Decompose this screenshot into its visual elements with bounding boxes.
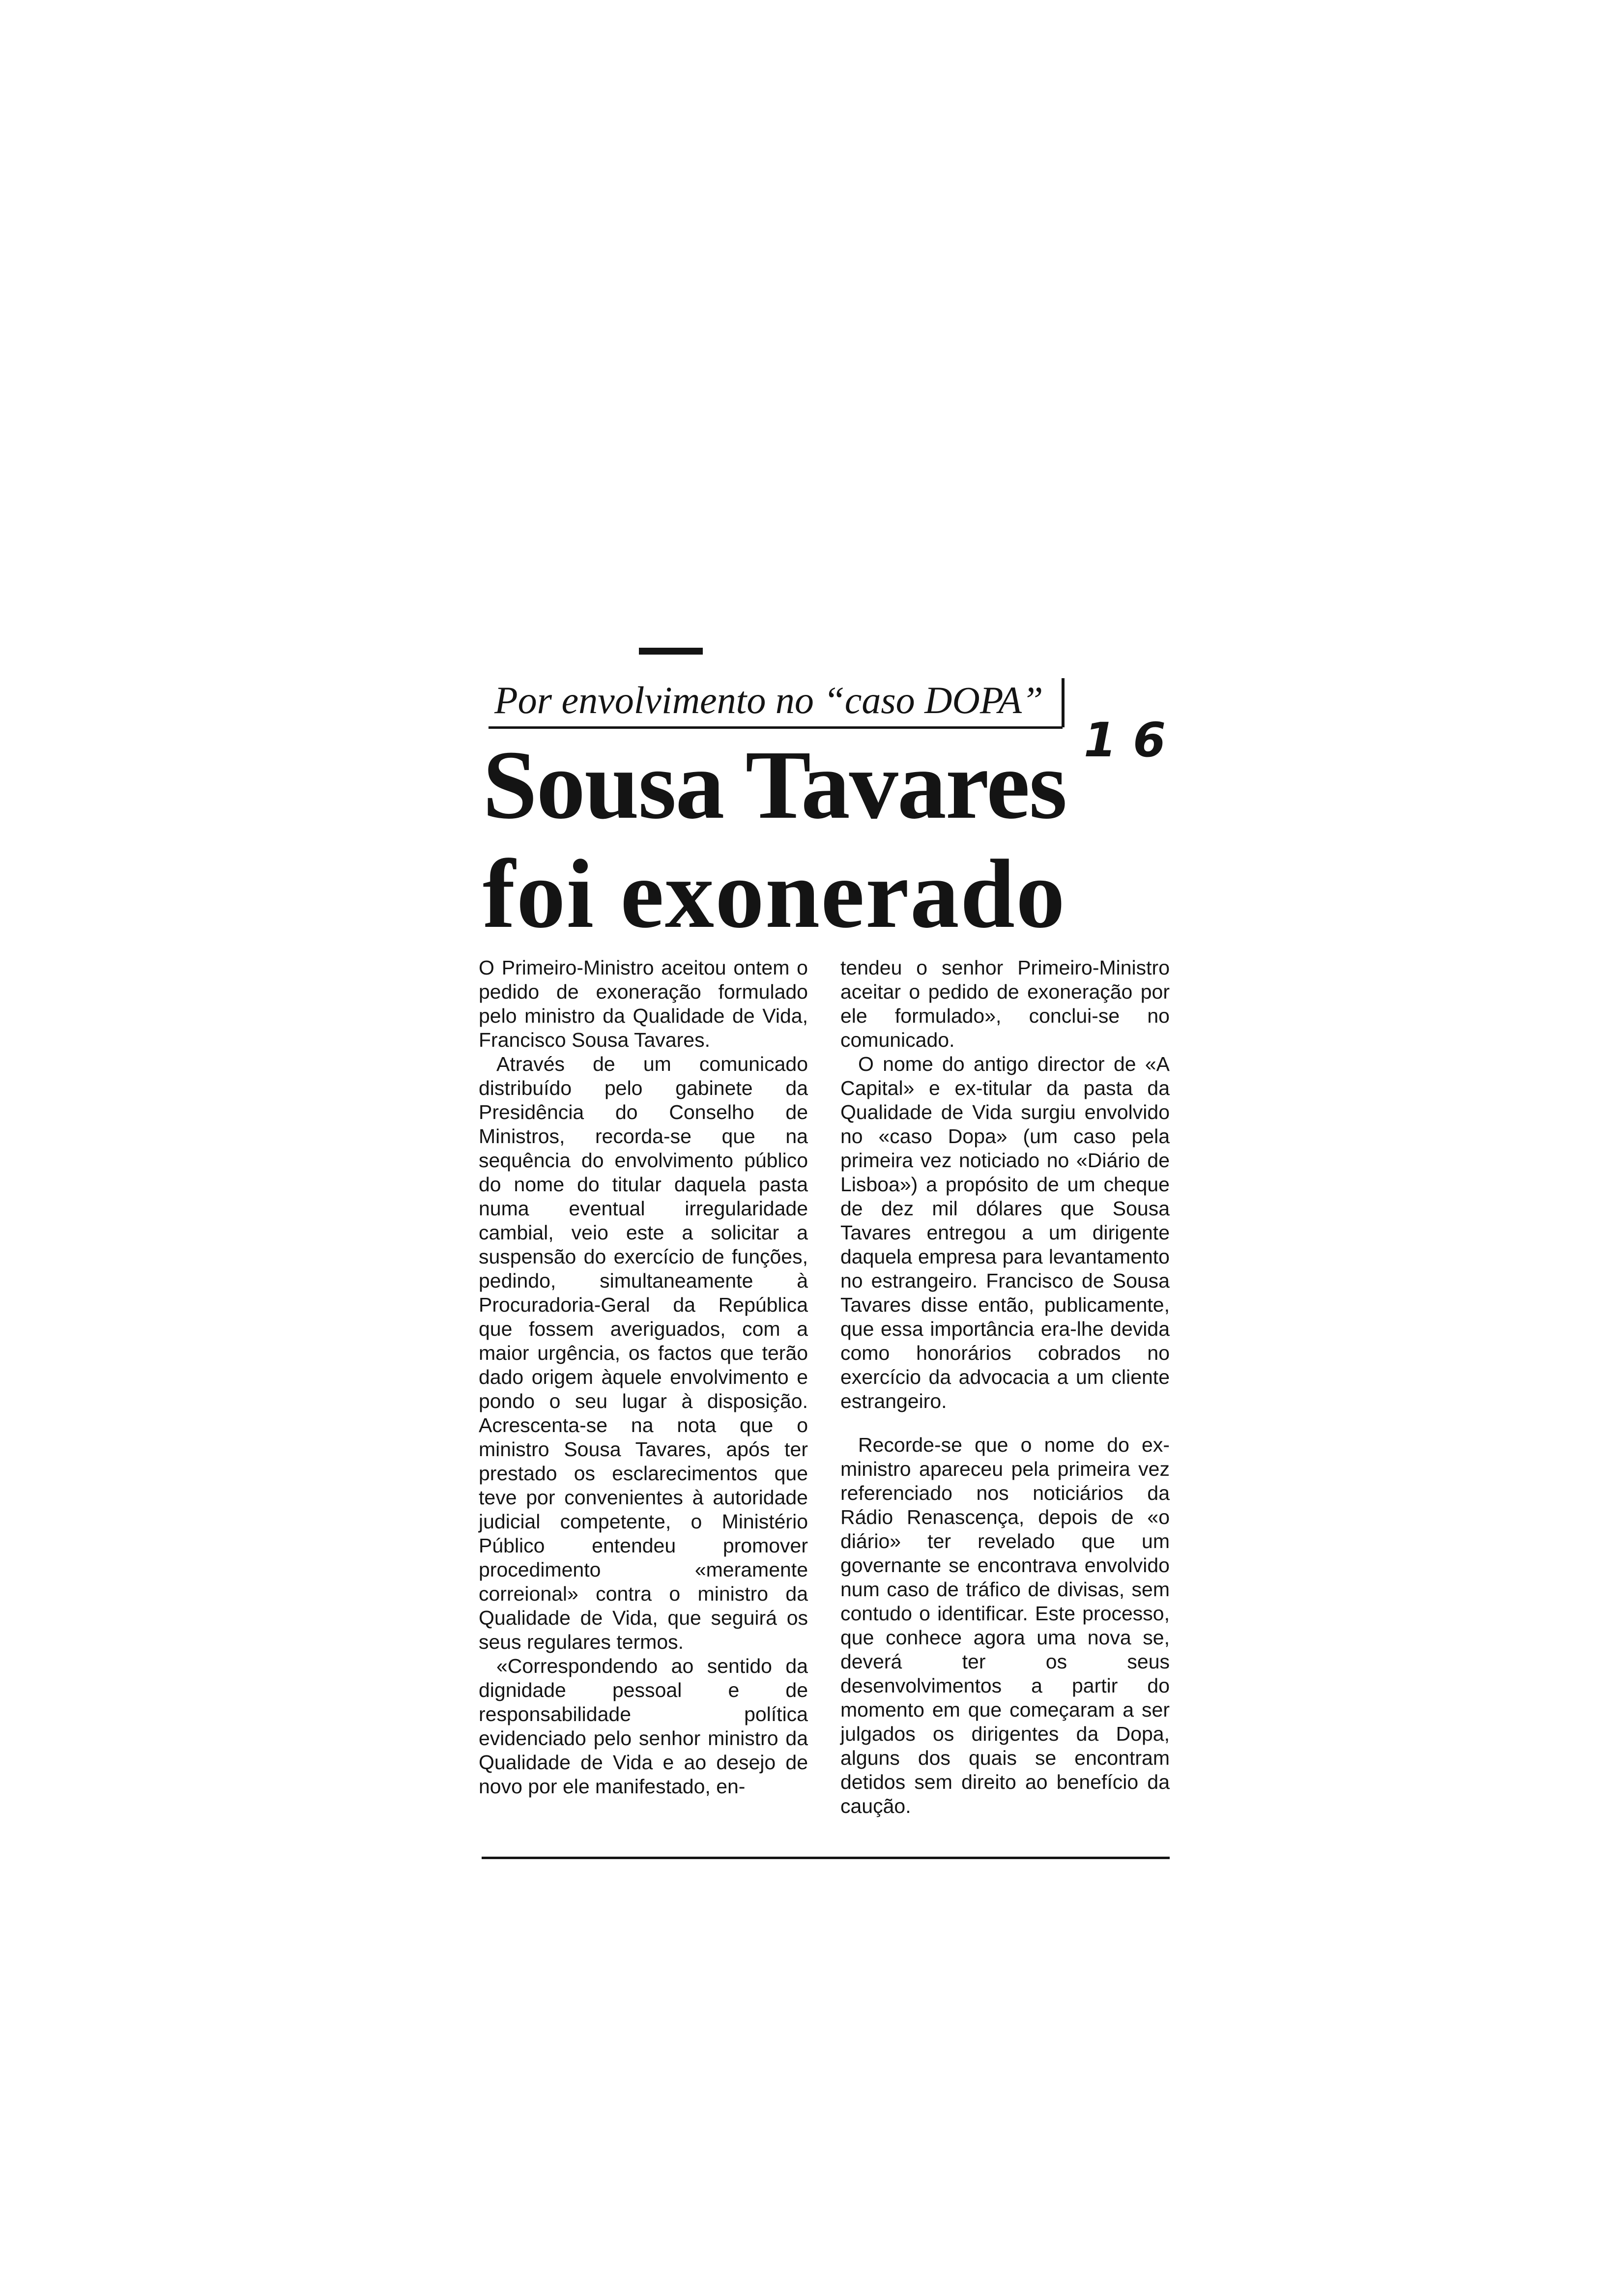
headline-line-1: Sousa Tavares — [483, 731, 1066, 839]
headline-line-2: foi exonerado — [483, 840, 1066, 948]
bottom-rule — [482, 1857, 1170, 1859]
article-column-right — [840, 956, 1170, 1818]
handwritten-annotation: 1 6 — [1084, 713, 1166, 768]
kicker-rule — [489, 726, 1063, 729]
paragraph: «Correspondendo ao sentido da dignidade pessoal e de responsabilidade política evidenciado pelo senhor ministro da Qualidade de Vida e ao desejo de novo por ele manifestado, en- — [479, 1655, 808, 1798]
article-column-left — [479, 956, 808, 1799]
paragraph: tendeu o senhor Primeiro-Ministro aceitar o pedido de exoneração por ele formulado», conclui-se no comunicado. — [840, 956, 1170, 1051]
paragraph: Através de um comunicado distribuído pelo gabinete da Presidência do Conselho de Ministros, recorda-se que na sequência do envolvimento público do nome do titular daquela pasta numa eventual irregularidade cambial, veio este a solicitar a suspensão do exercício de funções, pedindo, simultaneamente à Procuradoria-Geral da República que fossem averiguados, com a maior urgência, os factos que terão dado origem àquele envolvimento e pondo o seu lugar à disposição. Acrescenta-se na nota que o ministro Sousa Tavares, após ter prestado os esclarecimentos que teve por convenientes à autoridade judicial competente, o Ministério Público entendeu promover procedimento «meramente correional» contra o ministro da Qualidade de Vida, que seguirá os seus regulares termos. — [479, 1053, 808, 1653]
paragraph: O Primeiro-Ministro aceitou ontem o pedido de exoneração formulado pelo ministro da Qualidade de Vida, Francisco Sousa Tavares. — [479, 956, 808, 1051]
newspaper-clipping — [472, 639, 1180, 1867]
top-rule — [639, 648, 703, 655]
kicker: Por envolvimento no “caso DOPA” — [494, 679, 1043, 721]
paragraph: Recorde-se que o nome do ex-ministro apareceu pela primeira vez referenciado nos noticiários da Rádio Renascença, depois de «o diário» ter revelado que um governante se encontrava envolvido num caso de tráfico de divisas, sem contudo o identificar. Este processo, que conhece agora uma nova se, deverá ter os seus desenvolvimentos a partir do momento em que começaram a ser julgados os dirigentes da Dopa, alguns dos quais se encontram detidos sem direito ao benefício da caução. — [840, 1434, 1170, 1817]
paragraph: O nome do antigo director de «A Capital» e ex-titular da pasta da Qualidade de Vida surgiu envolvido no «caso Dopa» (um caso pela primeira vez noticiado no «Diário de Lisboa») a propósito de um cheque de dez mil dólares que Sousa Tavares entregou a um dirigente daquela empresa para levantamento no estrangeiro. Francisco de Sousa Tavares disse então, publicamente, que essa importância era-lhe devida como honorários cobrados no exercício da advocacia a um cliente estrangeiro. — [840, 1053, 1170, 1412]
kicker-bracket — [1062, 678, 1065, 727]
